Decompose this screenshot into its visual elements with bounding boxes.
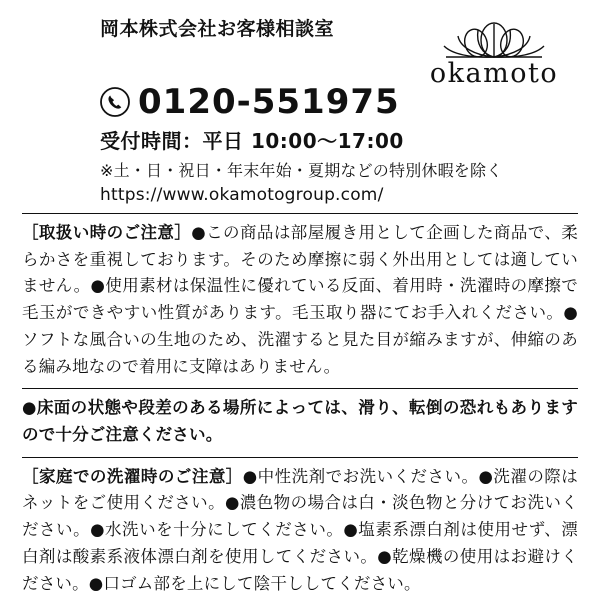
washing-heading: ［家庭での洗濯時のご注意］ — [22, 466, 243, 486]
telephone-number: 0120-551975 — [138, 82, 400, 122]
header — [22, 14, 578, 89]
handling-section — [22, 220, 578, 380]
handling-heading: ［取扱い時のご注意］ — [22, 223, 192, 242]
divider-top — [22, 213, 578, 214]
washing-section — [22, 464, 578, 598]
slip-warning: ●床面の状態や段差のある場所によっては、滑り、転倒の恐れもありますので十分ご注意ください。 — [22, 398, 578, 445]
lotus-fan-logo-icon — [434, 16, 554, 60]
holiday-note: ※土・日・祝日・年末年始・夏期などの特別休暇を除く — [100, 161, 503, 180]
brand-name: okamoto — [429, 58, 559, 89]
header-left — [22, 14, 334, 42]
washing-body: ●中性洗剤でお洗いください。●洗濯の際はネットをご使用ください。●濃色物の場合は白・淡色物と分けてお洗いください。●水洗いを十分にしてください。●塩素系漂白剤は使用せず、漂白剤は酸素系液体漂白剤を使用してください。●乾燥機の使用はお避けください。●口ゴム部を上にして陰干ししてください。 — [22, 466, 578, 593]
telephone-icon — [100, 87, 130, 117]
company-name: 岡本株式会社お客様相談室 — [100, 18, 335, 40]
divider-warning-top — [22, 388, 578, 389]
telephone-row — [22, 82, 578, 122]
brand-logo — [410, 14, 578, 89]
business-hours: 受付時間：平日 10:00〜17:00 — [100, 129, 404, 153]
handling-body: ●この商品は部屋履き用として企画した商品で、柔らかさを重視しております。そのため摩擦に弱く外出用としては適していません。●使用素材は保温性に優れている反面、着用時・洗濯時の摩擦で毛玉ができやすい性質があります。毛玉取り器にてお手入れください。●ソフトな風合いの生地のため、洗濯すると見た目が縮みますが、伸縮のある編み地なので着用に支障はありません。 — [22, 223, 579, 376]
divider-warning-bottom — [22, 457, 578, 458]
website-url: https://www.okamotogroup.com/ — [100, 185, 384, 205]
